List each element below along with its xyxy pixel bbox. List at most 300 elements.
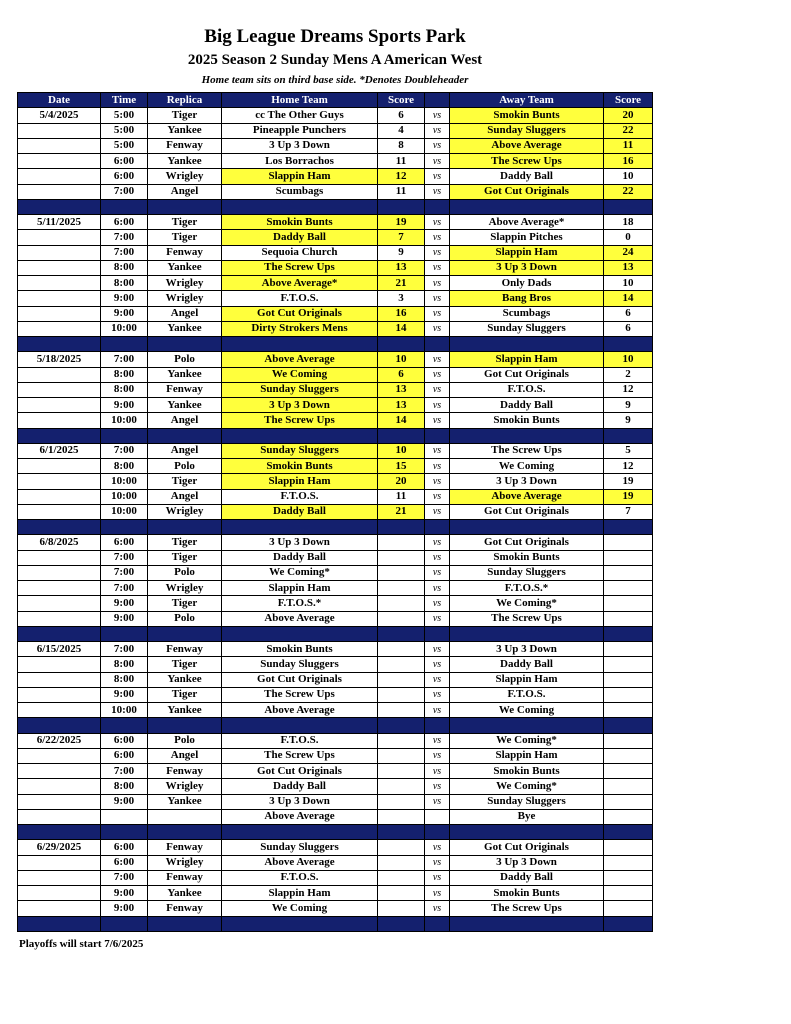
away-score-cell: 9: [604, 413, 653, 428]
date-cell: [18, 870, 101, 885]
away-team-cell: Daddy Ball: [450, 657, 604, 672]
date-cell: 5/18/2025: [18, 352, 101, 367]
replica-cell: Angel: [148, 306, 222, 321]
replica-cell: Yankee: [148, 260, 222, 275]
week-separator: [18, 428, 653, 443]
home-team-cell: F.T.O.S.*: [222, 596, 378, 611]
table-row: [18, 901, 653, 916]
time-cell: 7:00: [101, 870, 148, 885]
week-separator: [18, 718, 653, 733]
away-team-cell: Smokin Bunts: [450, 413, 604, 428]
date-cell: [18, 184, 101, 199]
home-team-cell: 3 Up 3 Down: [222, 535, 378, 550]
vs-cell: vs: [425, 291, 450, 306]
separator-cell: [378, 825, 425, 840]
replica-cell: Tiger: [148, 230, 222, 245]
away-team-cell: Sunday Sluggers: [450, 321, 604, 336]
time-cell: 6:00: [101, 535, 148, 550]
replica-cell: Angel: [148, 413, 222, 428]
home-team-cell: Sunday Sluggers: [222, 840, 378, 855]
vs-cell: vs: [425, 581, 450, 596]
vs-cell: vs: [425, 169, 450, 184]
away-team-cell: The Screw Ups: [450, 443, 604, 458]
separator-cell: [450, 428, 604, 443]
away-team-cell: We Coming*: [450, 596, 604, 611]
col-header-away-team: Away Team: [450, 93, 604, 108]
table-header-row: [18, 93, 653, 108]
separator-cell: [101, 626, 148, 641]
table-row: [18, 886, 653, 901]
home-team-cell: Got Cut Originals: [222, 764, 378, 779]
home-score-cell: [378, 733, 425, 748]
vs-cell: vs: [425, 870, 450, 885]
home-score-cell: 11: [378, 184, 425, 199]
separator-cell: [450, 825, 604, 840]
time-cell: 9:00: [101, 611, 148, 626]
table-row: [18, 245, 653, 260]
separator-cell: [450, 916, 604, 931]
home-score-cell: 15: [378, 459, 425, 474]
table-row: [18, 550, 653, 565]
date-cell: [18, 154, 101, 169]
table-row: [18, 733, 653, 748]
away-score-cell: 10: [604, 276, 653, 291]
away-team-cell: The Screw Ups: [450, 154, 604, 169]
separator-cell: [450, 718, 604, 733]
replica-cell: Fenway: [148, 138, 222, 153]
away-team-cell: Smokin Bunts: [450, 886, 604, 901]
separator-cell: [18, 520, 101, 535]
home-score-cell: [378, 550, 425, 565]
away-team-cell: Slappin Ham: [450, 672, 604, 687]
date-cell: [18, 657, 101, 672]
time-cell: 7:00: [101, 642, 148, 657]
separator-cell: [378, 199, 425, 214]
separator-cell: [222, 428, 378, 443]
home-score-cell: 10: [378, 443, 425, 458]
table-row: [18, 291, 653, 306]
vs-cell: vs: [425, 459, 450, 474]
date-cell: [18, 504, 101, 519]
week-separator: [18, 916, 653, 931]
vs-cell: vs: [425, 230, 450, 245]
away-team-cell: Above Average: [450, 138, 604, 153]
separator-cell: [222, 718, 378, 733]
replica-cell: Fenway: [148, 901, 222, 916]
separator-cell: [148, 520, 222, 535]
table-row: [18, 504, 653, 519]
home-team-cell: Pineapple Punchers: [222, 123, 378, 138]
vs-cell: vs: [425, 596, 450, 611]
away-score-cell: [604, 703, 653, 718]
time-cell: 10:00: [101, 321, 148, 336]
table-row: [18, 855, 653, 870]
time-cell: 8:00: [101, 672, 148, 687]
home-score-cell: 6: [378, 108, 425, 123]
home-team-cell: Daddy Ball: [222, 779, 378, 794]
home-team-cell: Above Average: [222, 611, 378, 626]
separator-cell: [425, 825, 450, 840]
date-cell: [18, 855, 101, 870]
away-score-cell: 5: [604, 443, 653, 458]
vs-cell: vs: [425, 642, 450, 657]
away-team-cell: Above Average*: [450, 215, 604, 230]
separator-cell: [425, 337, 450, 352]
table-row: [18, 276, 653, 291]
time-cell: 9:00: [101, 306, 148, 321]
date-cell: [18, 596, 101, 611]
table-row: [18, 489, 653, 504]
separator-cell: [148, 825, 222, 840]
away-score-cell: 19: [604, 489, 653, 504]
week-separator: [18, 626, 653, 641]
away-score-cell: 2: [604, 367, 653, 382]
home-team-cell: We Coming: [222, 901, 378, 916]
separator-cell: [101, 428, 148, 443]
away-team-cell: Daddy Ball: [450, 169, 604, 184]
vs-cell: vs: [425, 306, 450, 321]
separator-cell: [450, 626, 604, 641]
away-team-cell: 3 Up 3 Down: [450, 855, 604, 870]
date-cell: [18, 809, 101, 824]
table-row: [18, 870, 653, 885]
table-row: [18, 474, 653, 489]
table-row: [18, 352, 653, 367]
date-cell: [18, 413, 101, 428]
home-team-cell: Got Cut Originals: [222, 306, 378, 321]
away-team-cell: Bye: [450, 809, 604, 824]
away-team-cell: Sunday Sluggers: [450, 794, 604, 809]
home-score-cell: 14: [378, 321, 425, 336]
page-note: Home team sits on third base side. *Denotes Doubleheader: [201, 74, 469, 86]
table-row: [18, 367, 653, 382]
date-cell: [18, 565, 101, 580]
replica-cell: Yankee: [148, 794, 222, 809]
away-team-cell: Daddy Ball: [450, 398, 604, 413]
away-score-cell: 18: [604, 215, 653, 230]
schedule-table: [17, 92, 653, 932]
away-team-cell: Only Dads: [450, 276, 604, 291]
replica-cell: Polo: [148, 733, 222, 748]
home-team-cell: The Screw Ups: [222, 413, 378, 428]
time-cell: 7:00: [101, 443, 148, 458]
schedule-body: [18, 108, 653, 932]
away-team-cell: Got Cut Originals: [450, 840, 604, 855]
date-cell: [18, 367, 101, 382]
table-row: [18, 413, 653, 428]
table-row: [18, 764, 653, 779]
home-score-cell: [378, 901, 425, 916]
separator-cell: [222, 916, 378, 931]
table-row: [18, 398, 653, 413]
time-cell: 10:00: [101, 504, 148, 519]
replica-cell: Yankee: [148, 886, 222, 901]
separator-cell: [222, 626, 378, 641]
time-cell: 8:00: [101, 459, 148, 474]
replica-cell: Tiger: [148, 687, 222, 702]
home-team-cell: 3 Up 3 Down: [222, 794, 378, 809]
home-team-cell: Above Average: [222, 855, 378, 870]
separator-cell: [425, 626, 450, 641]
week-separator: [18, 825, 653, 840]
separator-cell: [604, 626, 653, 641]
separator-cell: [148, 337, 222, 352]
table-row: [18, 748, 653, 763]
date-cell: 6/8/2025: [18, 535, 101, 550]
home-team-cell: Los Borrachos: [222, 154, 378, 169]
home-score-cell: [378, 535, 425, 550]
replica-cell: Yankee: [148, 123, 222, 138]
away-team-cell: Slappin Ham: [450, 748, 604, 763]
away-score-cell: [604, 596, 653, 611]
separator-cell: [378, 520, 425, 535]
separator-cell: [18, 718, 101, 733]
away-team-cell: Slappin Ham: [450, 352, 604, 367]
vs-cell: vs: [425, 123, 450, 138]
vs-cell: vs: [425, 840, 450, 855]
separator-cell: [450, 337, 604, 352]
replica-cell: Yankee: [148, 154, 222, 169]
separator-cell: [425, 520, 450, 535]
away-score-cell: [604, 855, 653, 870]
home-score-cell: 19: [378, 215, 425, 230]
away-team-cell: Got Cut Originals: [450, 367, 604, 382]
replica-cell: Fenway: [148, 764, 222, 779]
home-team-cell: Dirty Strokers Mens: [222, 321, 378, 336]
away-team-cell: 3 Up 3 Down: [450, 260, 604, 275]
time-cell: 5:00: [101, 123, 148, 138]
home-score-cell: 10: [378, 352, 425, 367]
away-team-cell: Daddy Ball: [450, 870, 604, 885]
replica-cell: Yankee: [148, 398, 222, 413]
away-score-cell: 10: [604, 352, 653, 367]
table-row: [18, 657, 653, 672]
table-row: [18, 581, 653, 596]
home-team-cell: F.T.O.S.: [222, 291, 378, 306]
separator-cell: [425, 428, 450, 443]
separator-cell: [101, 825, 148, 840]
date-cell: 6/22/2025: [18, 733, 101, 748]
replica-cell: Tiger: [148, 474, 222, 489]
home-score-cell: 4: [378, 123, 425, 138]
away-team-cell: Got Cut Originals: [450, 184, 604, 199]
away-team-cell: F.T.O.S.*: [450, 581, 604, 596]
home-team-cell: 3 Up 3 Down: [222, 138, 378, 153]
home-team-cell: 3 Up 3 Down: [222, 398, 378, 413]
replica-cell: Polo: [148, 352, 222, 367]
away-score-cell: [604, 657, 653, 672]
away-score-cell: 6: [604, 321, 653, 336]
separator-cell: [101, 916, 148, 931]
away-score-cell: [604, 535, 653, 550]
vs-cell: vs: [425, 748, 450, 763]
replica-cell: Tiger: [148, 596, 222, 611]
date-cell: [18, 611, 101, 626]
home-score-cell: [378, 581, 425, 596]
away-score-cell: [604, 642, 653, 657]
away-score-cell: [604, 901, 653, 916]
separator-cell: [222, 199, 378, 214]
home-score-cell: 13: [378, 260, 425, 275]
table-row: [18, 596, 653, 611]
home-score-cell: [378, 855, 425, 870]
away-score-cell: [604, 764, 653, 779]
home-score-cell: [378, 687, 425, 702]
replica-cell: Yankee: [148, 367, 222, 382]
vs-cell: vs: [425, 733, 450, 748]
away-team-cell: Scumbags: [450, 306, 604, 321]
time-cell: 9:00: [101, 596, 148, 611]
time-cell: 5:00: [101, 108, 148, 123]
vs-cell: vs: [425, 535, 450, 550]
separator-cell: [604, 825, 653, 840]
separator-cell: [101, 520, 148, 535]
home-score-cell: 21: [378, 276, 425, 291]
vs-cell: vs: [425, 764, 450, 779]
replica-cell: Fenway: [148, 382, 222, 397]
home-score-cell: [378, 565, 425, 580]
home-score-cell: 3: [378, 291, 425, 306]
date-cell: [18, 672, 101, 687]
date-cell: [18, 291, 101, 306]
home-score-cell: 21: [378, 504, 425, 519]
separator-cell: [450, 199, 604, 214]
date-cell: [18, 764, 101, 779]
time-cell: 8:00: [101, 779, 148, 794]
replica-cell: Tiger: [148, 108, 222, 123]
away-team-cell: Above Average: [450, 489, 604, 504]
col-header-home-score: Score: [378, 93, 425, 108]
time-cell: 10:00: [101, 489, 148, 504]
separator-cell: [378, 626, 425, 641]
separator-cell: [425, 199, 450, 214]
home-score-cell: [378, 657, 425, 672]
home-score-cell: 8: [378, 138, 425, 153]
table-row: [18, 215, 653, 230]
replica-cell: Fenway: [148, 245, 222, 260]
separator-cell: [378, 718, 425, 733]
time-cell: 8:00: [101, 260, 148, 275]
replica-cell: Angel: [148, 184, 222, 199]
home-team-cell: Scumbags: [222, 184, 378, 199]
away-team-cell: Bang Bros: [450, 291, 604, 306]
time-cell: 8:00: [101, 276, 148, 291]
away-score-cell: 22: [604, 123, 653, 138]
away-score-cell: [604, 687, 653, 702]
date-cell: 6/29/2025: [18, 840, 101, 855]
week-separator: [18, 337, 653, 352]
col-header-date: Date: [18, 93, 101, 108]
table-row: [18, 138, 653, 153]
away-score-cell: [604, 809, 653, 824]
separator-cell: [378, 337, 425, 352]
time-cell: 9:00: [101, 398, 148, 413]
date-cell: [18, 123, 101, 138]
away-team-cell: F.T.O.S.: [450, 687, 604, 702]
time-cell: 7:00: [101, 184, 148, 199]
away-team-cell: Smokin Bunts: [450, 764, 604, 779]
vs-cell: vs: [425, 565, 450, 580]
home-team-cell: Smokin Bunts: [222, 642, 378, 657]
home-score-cell: 12: [378, 169, 425, 184]
time-cell: 10:00: [101, 474, 148, 489]
time-cell: 9:00: [101, 886, 148, 901]
away-score-cell: [604, 611, 653, 626]
separator-cell: [148, 718, 222, 733]
home-score-cell: [378, 886, 425, 901]
date-cell: [18, 382, 101, 397]
away-score-cell: [604, 565, 653, 580]
separator-cell: [148, 428, 222, 443]
away-score-cell: 0: [604, 230, 653, 245]
replica-cell: Tiger: [148, 535, 222, 550]
separator-cell: [604, 718, 653, 733]
replica-cell: Fenway: [148, 642, 222, 657]
away-team-cell: Slappin Ham: [450, 245, 604, 260]
home-team-cell: Daddy Ball: [222, 504, 378, 519]
vs-cell: vs: [425, 901, 450, 916]
home-score-cell: 13: [378, 398, 425, 413]
date-cell: [18, 245, 101, 260]
time-cell: 7:00: [101, 550, 148, 565]
vs-cell: vs: [425, 352, 450, 367]
vs-cell: vs: [425, 367, 450, 382]
away-score-cell: [604, 779, 653, 794]
vs-cell: vs: [425, 703, 450, 718]
replica-cell: Wrigley: [148, 581, 222, 596]
away-score-cell: 16: [604, 154, 653, 169]
table-row: [18, 672, 653, 687]
home-team-cell: Smokin Bunts: [222, 215, 378, 230]
time-cell: 7:00: [101, 581, 148, 596]
home-team-cell: Daddy Ball: [222, 230, 378, 245]
home-team-cell: Slappin Ham: [222, 581, 378, 596]
away-score-cell: 6: [604, 306, 653, 321]
table-row: [18, 809, 653, 824]
date-cell: [18, 321, 101, 336]
separator-cell: [604, 520, 653, 535]
home-score-cell: [378, 779, 425, 794]
date-cell: [18, 138, 101, 153]
date-cell: [18, 398, 101, 413]
separator-cell: [425, 916, 450, 931]
home-team-cell: cc The Other Guys: [222, 108, 378, 123]
week-separator: [18, 199, 653, 214]
away-score-cell: 14: [604, 291, 653, 306]
vs-cell: vs: [425, 657, 450, 672]
vs-cell: [425, 809, 450, 824]
home-score-cell: [378, 672, 425, 687]
table-row: [18, 565, 653, 580]
away-score-cell: 10: [604, 169, 653, 184]
home-score-cell: 9: [378, 245, 425, 260]
date-cell: [18, 489, 101, 504]
col-header-away-score: Score: [604, 93, 653, 108]
away-score-cell: 12: [604, 382, 653, 397]
col-header-time: Time: [101, 93, 148, 108]
separator-cell: [148, 626, 222, 641]
date-cell: [18, 779, 101, 794]
time-cell: 9:00: [101, 687, 148, 702]
time-cell: 7:00: [101, 352, 148, 367]
away-team-cell: F.T.O.S.: [450, 382, 604, 397]
replica-cell: Polo: [148, 459, 222, 474]
vs-cell: vs: [425, 779, 450, 794]
time-cell: 10:00: [101, 703, 148, 718]
replica-cell: Yankee: [148, 321, 222, 336]
vs-cell: vs: [425, 550, 450, 565]
away-score-cell: [604, 748, 653, 763]
